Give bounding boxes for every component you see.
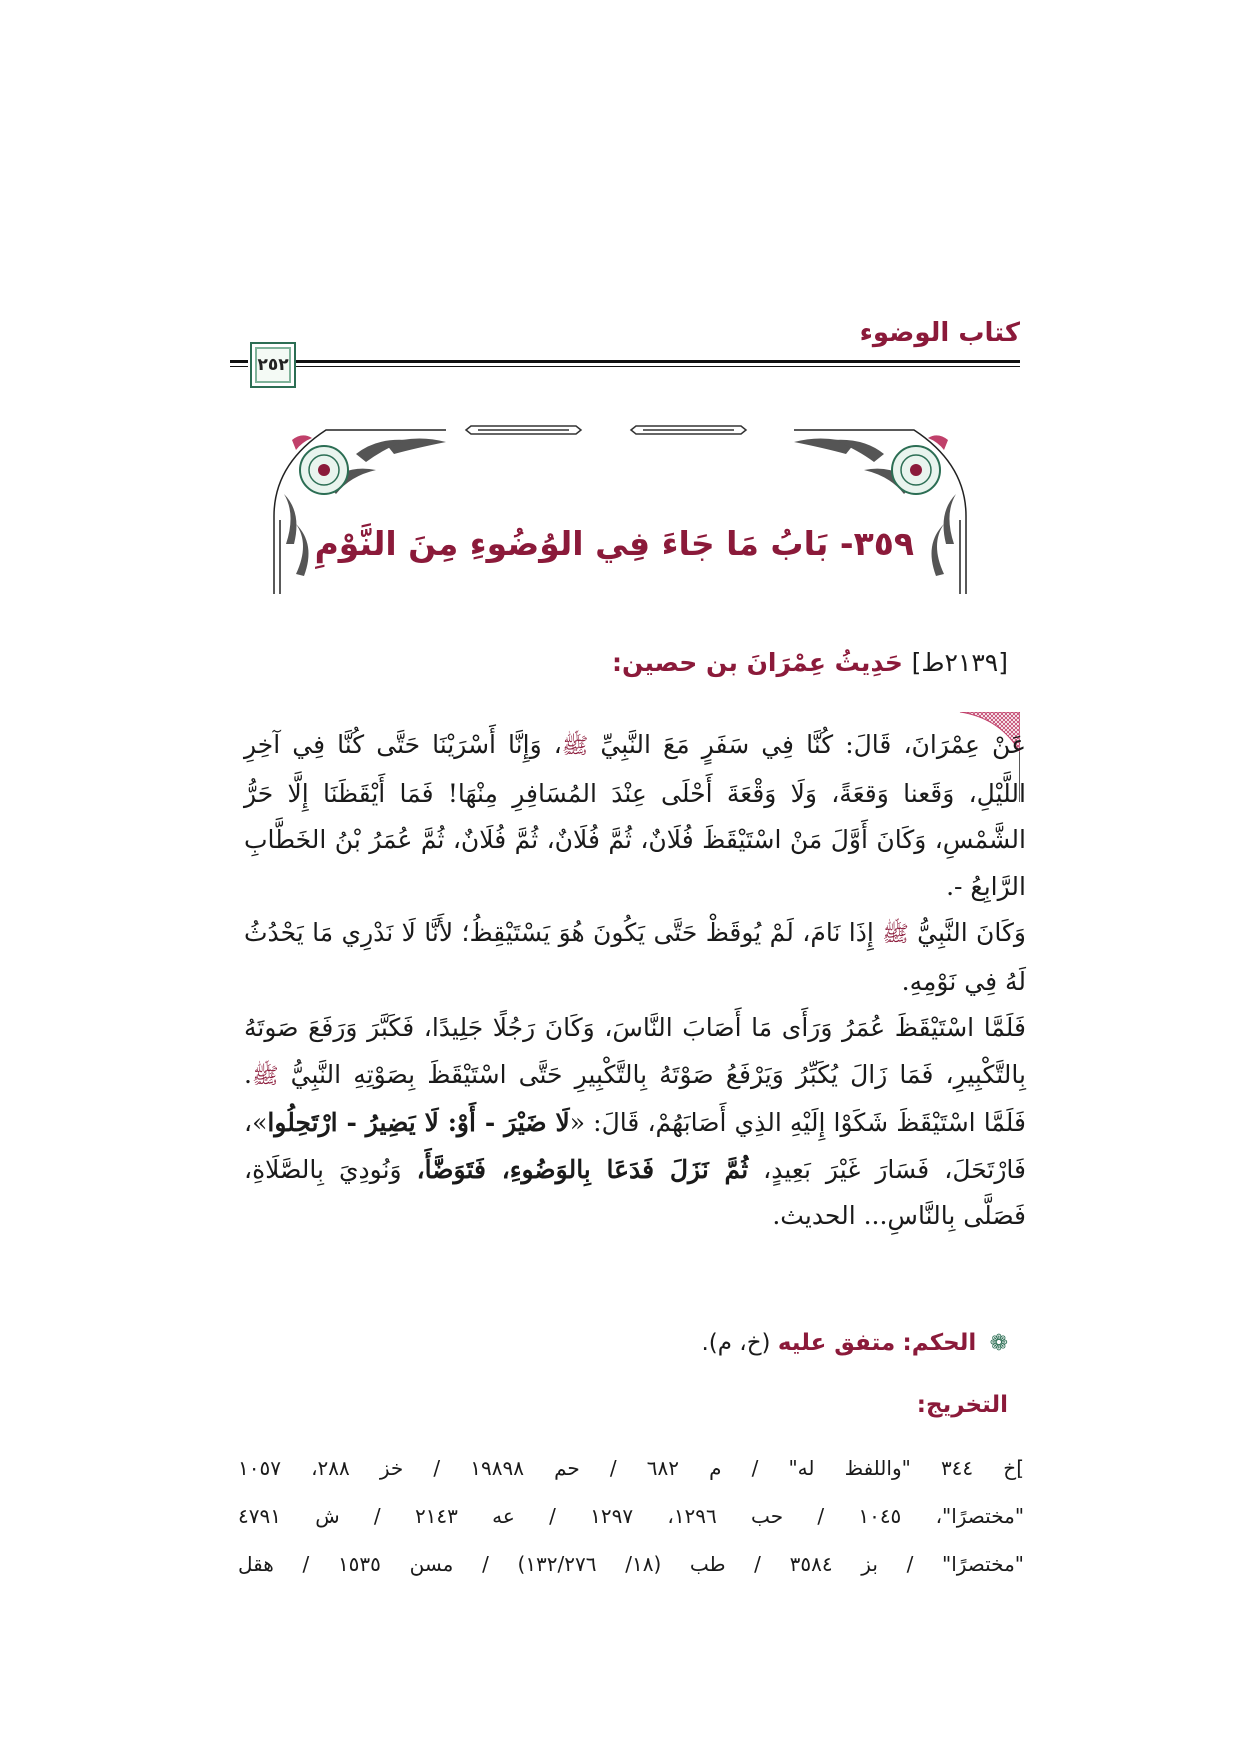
takhrij-line: "مختصرًا"، ١٠٤٥ / حب ١٢٩٦، ١٢٩٧ / عه ٢١٤٣ / ش ٤٧٩١ bbox=[238, 1504, 1025, 1528]
takhrij-text bbox=[238, 1444, 1024, 1588]
ruling-label: الحكم: bbox=[902, 1330, 977, 1356]
body-text-span: »، فَارْتَحَلَ، فَسَارَ غَيْرَ بَعِيدٍ، bbox=[244, 1108, 1026, 1184]
header-rule bbox=[294, 366, 1020, 367]
takhrij-line: ]خ ٣٤٤ "واللفظ له" / م ٦٨٢ / حم ١٩٨٩٨ / خز ٢٨٨، ١٠٥٧ bbox=[238, 1456, 1025, 1480]
takhrij-label: التخريج: bbox=[916, 1392, 1008, 1418]
header-rule bbox=[294, 360, 1020, 363]
running-header bbox=[230, 318, 1020, 394]
chapter-frame bbox=[266, 424, 974, 594]
body-paragraph bbox=[244, 1005, 1026, 1240]
flower-ornament-icon: ❁ bbox=[989, 1331, 1008, 1356]
honorific-glyph: ﷺ bbox=[882, 922, 909, 947]
header-rule bbox=[230, 366, 248, 367]
hadith-title: حَدِيثُ عِمْرَانَ بن حصين: bbox=[611, 648, 903, 677]
bold-phrase: ثُمَّ نَزَلَ فَدَعَا بِالوَضُوءِ، فَتَوَضَّأَ، bbox=[416, 1154, 749, 1184]
page-number: ٢٥٢ bbox=[250, 342, 296, 388]
hadith-body bbox=[244, 722, 1026, 1240]
body-text-span: فَلَمَّا اسْتَيْقَظَ عُمَرُ وَرَأَى مَا أَصَابَ النَّاسَ، وَكَانَ رَجُلًا جَلِيدًا، فَكَبَّرَ وَرَفَعَ صَوتَهُ بِالتَّكْبِيرِ، فَمَا زَالَ يُكَبِّرُ وَيَرْفَعُ صَوْتَهُ بِالتَّكْبِيرِ حَتَّى اسْتَيْقَظَ بِصَوْتِهِ النَّبِيُّ ﷺ. فَلَمَّا اسْتَيْقَظَ شَكَوْا إِلَيْهِ الذِي أَصَابَهُمْ، قَالَ: « bbox=[244, 1013, 1027, 1137]
body-paragraph: وَكَانَ النَّبِيُّ ﷺ إِذَا نَامَ، لَمْ يُوقَظْ حَتَّى يَكُونَ هُوَ يَسْتَيْقِظُ؛ لأَنَّا لَا نَدْرِي مَا يَحْدُثُ لَهُ فِي نَوْمِهِ. bbox=[244, 918, 1026, 996]
honorific-glyph: ﷺ bbox=[251, 1063, 279, 1089]
hadith-heading bbox=[612, 648, 1008, 677]
body-text-span: وَنُودِيَ بِالصَّلَاةِ، فَصَلَّى بِالنَّاسِ... الحديث. bbox=[244, 1154, 1026, 1230]
honorific-glyph: ﷺ bbox=[561, 734, 589, 759]
prophet-quote: لَا ضَيْرَ - أَوْ: لَا يَضِيرُ - ارْتَحِلُوا bbox=[267, 1108, 570, 1137]
ruling-value: متفق عليه bbox=[777, 1330, 896, 1356]
chapter-frame-ornament-icon bbox=[266, 424, 974, 594]
header-rule bbox=[230, 360, 248, 363]
ruling-line bbox=[701, 1330, 1008, 1356]
takhrij-line: "مختصرًا" / بز ٣٥٨٤ / طب (١٨/ ١٣٢/٢٧٦) / مسن ١٥٣٥ / هقل bbox=[238, 1552, 1025, 1576]
chapter-title: ٣٥٩- بَابُ مَا جَاءَ فِي الوُضُوءِ مِنَ النَّوْمِ bbox=[314, 524, 914, 563]
ruling-abbreviation: (خ، م). bbox=[701, 1330, 771, 1356]
book-title: كتاب الوضوء bbox=[859, 318, 1020, 348]
hadith-number: [٢١٣٩ط] bbox=[911, 648, 1008, 677]
body-paragraph: عَنْ عِمْرَانَ، قَالَ: كُنَّا فِي سَفَرٍ مَعَ النَّبِيِّ ﷺ، وَإِنَّا أَسْرَيْنَا حَتَّى كُنَّا فِي آخِرِ اللَّيْلِ، وَقَعنا وَقعَةً، وَلَا وَقْعَةَ أَحْلَى عِنْدَ المُسَافِرِ مِنْهَا! فَمَا أَيْقَظَنَا إِلَّا حَرُّ الشَّمْسِ، وَكَانَ أَوَّلَ مَنْ اسْتَيْقَظَ فُلَانٌ، ثُمَّ فُلَانٌ، ثُمَّ فُلَانٌ، ثُمَّ عُمَرُ بْنُ الخَطَّابِ الرَّابِعُ -. bbox=[244, 730, 1026, 901]
